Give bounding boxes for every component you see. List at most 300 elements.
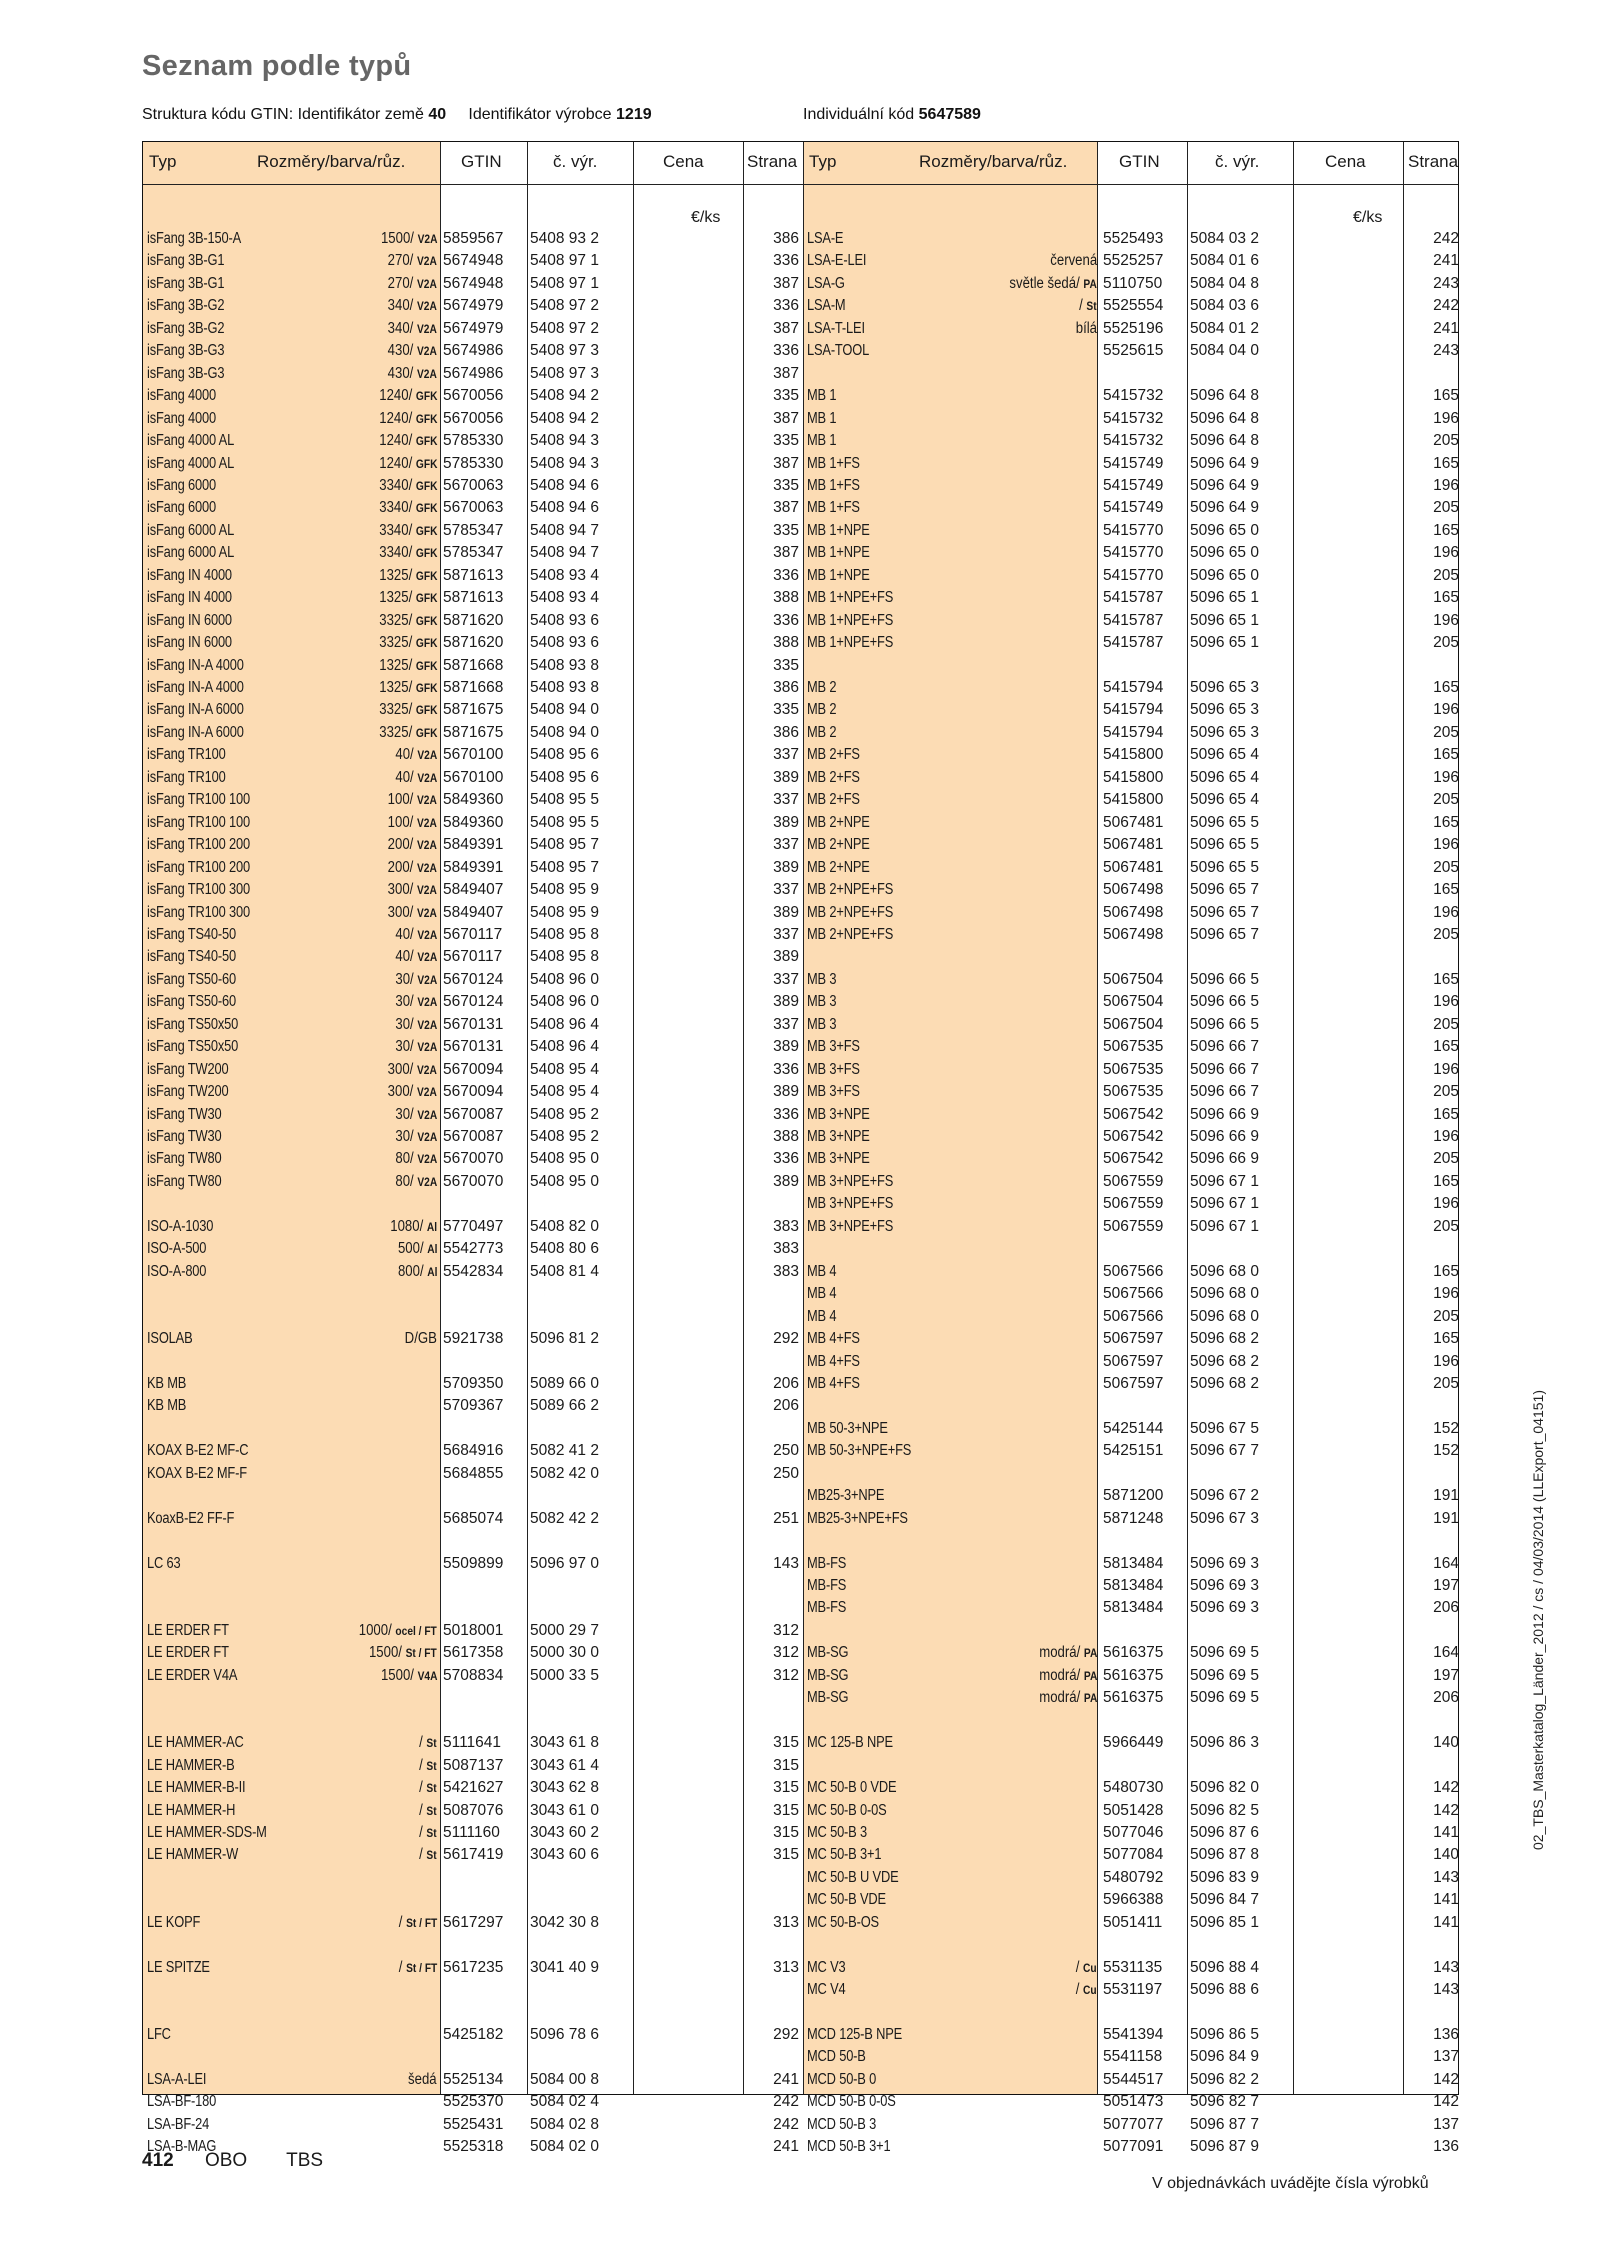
table-row	[803, 385, 1463, 407]
dimension-separator: /	[409, 1083, 418, 1101]
row-page: 335	[773, 432, 799, 450]
row-gtin: 5770497	[443, 1217, 504, 1235]
row-gtin: 5670063	[443, 499, 504, 517]
material-code: GFK	[415, 703, 437, 718]
table-row	[803, 722, 1463, 744]
row-page: 336	[773, 611, 799, 629]
table-row	[143, 2024, 803, 2046]
row-gtin: 5067542	[1103, 1150, 1164, 1168]
row-page: 315	[773, 1734, 799, 1752]
row-gtin: 5670131	[443, 1015, 504, 1033]
table-row	[803, 2114, 1463, 2136]
row-article-number: 5096 67 2	[1190, 1487, 1259, 1505]
row-gtin: 5525370	[443, 2093, 504, 2111]
row-dimension	[359, 1620, 437, 1642]
row-article-number: 5000 29 7	[530, 1621, 599, 1639]
dimension-separator: /	[409, 791, 418, 809]
page-title: Seznam podle typů	[142, 50, 412, 82]
table-row	[803, 1597, 1463, 1619]
row-article-number: 5096 66 5	[1190, 970, 1259, 988]
row-page: 389	[773, 1083, 799, 1101]
row-page: 137	[1433, 2048, 1459, 2066]
dimension-value: 3340	[378, 544, 409, 562]
material-code: V2A	[417, 232, 437, 246]
row-gtin: 5541158	[1103, 2048, 1163, 2066]
row-gtin: 5480730	[1103, 1779, 1164, 1797]
table-row	[143, 318, 803, 340]
table-row	[143, 924, 803, 946]
row-gtin: 5067542	[1103, 1128, 1164, 1145]
row-article-number: 3043 61 4	[530, 1756, 599, 1774]
row-dimension	[395, 744, 437, 766]
row-article-number: 3043 60 6	[530, 1846, 599, 1864]
row-article-number: 5096 68 0	[1190, 1307, 1259, 1325]
row-dimension	[388, 340, 437, 362]
row-type: isFang 6000	[147, 499, 216, 517]
row-page: 196	[1433, 701, 1459, 719]
table-row	[803, 991, 1463, 1013]
dimension-separator: /	[419, 1846, 427, 1864]
row-type: MB 1+NPE	[807, 544, 870, 562]
row-type: isFang TR100	[147, 768, 226, 786]
dimension-separator: /	[408, 521, 416, 539]
row-article-number: 5408 95 2	[530, 1105, 599, 1123]
row-article-number: 5082 42 0	[530, 1464, 599, 1482]
row-page: 312	[773, 1644, 799, 1662]
material-code: V2A	[417, 883, 437, 898]
row-gtin: 5111160	[443, 1823, 500, 1841]
table-row	[803, 1126, 1463, 1148]
row-article-number: 5096 66 7	[1190, 1060, 1259, 1078]
table-row	[803, 1036, 1463, 1058]
row-dimension	[419, 1844, 437, 1866]
dimension-value: 270	[387, 252, 410, 270]
row-type: LE HAMMER-H	[147, 1801, 236, 1819]
row-page: 164	[1433, 1644, 1459, 1662]
row-gtin: 5525431	[443, 2115, 504, 2133]
row-dimension	[388, 812, 437, 834]
material-code: PA	[1083, 1691, 1097, 1706]
table-row	[143, 542, 803, 564]
row-type: MC 50-B 0 VDE	[807, 1779, 897, 1797]
row-article-number: 5408 97 1	[530, 252, 599, 270]
table-row	[143, 1081, 803, 1103]
table-row	[803, 318, 1463, 340]
row-gtin: 5871675	[443, 701, 504, 719]
material-code: St	[426, 1848, 437, 1863]
row-type: MB 3+NPE+FS	[807, 1195, 894, 1213]
dimension-separator: /	[409, 948, 418, 966]
table-row	[803, 1777, 1463, 1799]
table-row	[143, 1912, 803, 1934]
row-gtin: 5415800	[1103, 791, 1164, 809]
dimension-separator: /	[419, 1756, 427, 1774]
row-type: MC 50-B 0-0S	[807, 1801, 887, 1819]
dimension-value: 340	[387, 319, 410, 337]
row-page: 388	[773, 589, 799, 607]
row-type: LE HAMMER-B-II	[147, 1779, 246, 1797]
table-row	[143, 497, 803, 519]
row-page: 336	[773, 297, 799, 315]
table-row	[803, 1665, 1463, 1687]
row-type: KoaxB-E2 FF-F	[147, 1509, 235, 1527]
row-dimension	[379, 677, 437, 699]
row-gtin: 5674948	[443, 274, 504, 292]
dimension-value: 30	[395, 970, 410, 988]
row-page: 312	[773, 1621, 799, 1639]
dimension-value: šedá	[408, 2070, 437, 2088]
row-type: isFang 3B-G2	[147, 319, 225, 337]
row-page: 336	[773, 1150, 799, 1168]
dimension-separator: /	[1076, 1666, 1084, 1684]
row-article-number: 5096 82 2	[1190, 2070, 1259, 2088]
section: TBS	[286, 2150, 324, 2171]
dimension-separator: /	[419, 1779, 427, 1797]
row-gtin: 5674948	[443, 252, 504, 270]
row-type: MB 2	[807, 723, 837, 741]
material-code: GFK	[415, 478, 437, 493]
dimension-value: 300	[387, 1060, 410, 1078]
table-row	[803, 924, 1463, 946]
table-row	[143, 340, 803, 362]
row-article-number: 5408 95 6	[530, 746, 599, 764]
row-dimension	[395, 1126, 437, 1148]
material-code: V2A	[417, 344, 437, 359]
row-page: 335	[773, 476, 799, 494]
dimension-separator: /	[419, 1217, 427, 1235]
row-dimension	[388, 902, 437, 924]
dimension-separator: /	[409, 342, 418, 360]
row-page: 387	[773, 319, 799, 337]
row-article-number: 5096 65 1	[1190, 589, 1259, 607]
row-article-number: 5096 66 7	[1190, 1083, 1259, 1101]
row-article-number: 5096 64 9	[1190, 499, 1259, 517]
table-row	[143, 1822, 803, 1844]
row-gtin: 5051473	[1103, 2093, 1164, 2111]
table-row	[803, 1261, 1463, 1283]
row-gtin: 5849360	[443, 791, 504, 809]
row-page: 142	[1433, 2093, 1459, 2111]
row-gtin: 5111641	[443, 1734, 502, 1752]
row-dimension	[1076, 1957, 1097, 1979]
dimension-value: červená	[1050, 252, 1097, 270]
dimension-value: 200	[387, 858, 410, 876]
row-page: 292	[773, 1330, 799, 1348]
row-page: 165	[1433, 813, 1459, 831]
dimension-separator: /	[409, 1038, 418, 1056]
row-gtin: 5670087	[443, 1128, 504, 1145]
row-article-number: 5096 68 2	[1190, 1352, 1259, 1370]
row-page: 191	[1433, 1509, 1459, 1527]
table-row	[143, 1665, 803, 1687]
row-gtin: 5966449	[1103, 1734, 1164, 1752]
row-gtin: 5077077	[1103, 2115, 1164, 2133]
row-article-number: 5096 86 3	[1190, 1734, 1259, 1752]
material-code: V2A	[417, 905, 437, 920]
row-type: MB-FS	[807, 1554, 847, 1572]
dimension-separator: /	[408, 476, 416, 494]
row-dimension	[388, 273, 437, 295]
row-dimension	[388, 363, 437, 385]
dimension-separator: /	[409, 746, 418, 764]
row-dimension	[379, 565, 437, 587]
row-type: LSA-E-LEI	[807, 252, 867, 270]
row-page: 241	[1433, 252, 1459, 270]
dimension-separator: /	[408, 499, 416, 517]
dimension-value: 80	[395, 1150, 410, 1168]
row-gtin: 5415794	[1103, 701, 1164, 719]
table-row	[143, 767, 803, 789]
row-article-number: 5096 69 5	[1190, 1644, 1259, 1662]
material-code: GFK	[415, 456, 437, 471]
row-gtin: 5684855	[443, 1464, 504, 1482]
table-row	[143, 1261, 803, 1283]
row-article-number: 5096 64 8	[1190, 387, 1259, 405]
row-dimension	[395, 924, 437, 946]
row-article-number: 5096 84 9	[1190, 2048, 1259, 2066]
row-article-number: 5408 94 7	[530, 544, 599, 562]
table-row	[803, 1373, 1463, 1395]
row-type: MB 2+FS	[807, 791, 860, 809]
row-gtin: 5674979	[443, 297, 504, 315]
row-article-number: 5000 30 0	[530, 1644, 599, 1662]
row-page: 205	[1433, 1150, 1459, 1168]
table-row	[143, 1014, 803, 1036]
row-type: LE KOPF	[147, 1913, 201, 1931]
row-type: LSA-B-MAG	[147, 2138, 217, 2156]
row-page: 165	[1433, 1038, 1459, 1056]
row-dimension	[397, 1261, 437, 1283]
row-article-number: 3043 61 8	[530, 1734, 599, 1752]
row-page: 196	[1433, 836, 1459, 854]
table-row	[143, 699, 803, 721]
row-type: MB 3	[807, 970, 837, 988]
row-dimension	[379, 542, 437, 564]
table-row	[143, 655, 803, 677]
row-article-number: 5408 96 0	[530, 970, 599, 988]
table-row	[803, 520, 1463, 542]
row-page: 389	[773, 903, 799, 921]
row-article-number: 5096 69 5	[1190, 1666, 1259, 1684]
row-gtin: 5415732	[1103, 409, 1164, 427]
row-article-number: 5096 84 7	[1190, 1891, 1259, 1909]
dimension-separator: /	[419, 1240, 427, 1258]
dimension-value: D/GB	[404, 1330, 437, 1348]
row-gtin: 5067542	[1103, 1105, 1164, 1123]
row-page: 315	[773, 1846, 799, 1864]
row-dimension	[379, 520, 437, 542]
row-gtin: 5415800	[1103, 746, 1164, 764]
row-page: 205	[1433, 925, 1459, 943]
table-row	[803, 1485, 1463, 1507]
row-type: MC V3	[807, 1958, 846, 1976]
row-article-number: 5408 97 1	[530, 274, 599, 292]
row-page: 196	[1433, 544, 1459, 562]
row-gtin: 5525493	[1103, 230, 1164, 247]
table-row	[803, 228, 1463, 250]
row-type: MB 3+FS	[807, 1060, 860, 1078]
material-code: GFK	[415, 389, 437, 404]
dimension-separator: /	[1076, 1981, 1084, 1999]
row-type: LE ERDER FT	[147, 1621, 229, 1639]
row-article-number: 3043 62 8	[530, 1779, 599, 1797]
row-page: 205	[1433, 791, 1459, 809]
row-gtin: 5785347	[443, 521, 504, 539]
table-row	[803, 1081, 1463, 1103]
row-type: isFang TW30	[147, 1105, 222, 1123]
row-article-number: 5096 65 3	[1190, 679, 1259, 696]
row-gtin: 5709350	[443, 1374, 504, 1392]
row-article-number: 5096 65 7	[1190, 881, 1259, 899]
row-page: 336	[773, 252, 799, 270]
row-page: 143	[773, 1554, 799, 1572]
row-gtin: 5541394	[1103, 2026, 1164, 2043]
table-row	[803, 2069, 1463, 2091]
row-gtin: 5067535	[1103, 1038, 1164, 1056]
row-gtin: 5670131	[443, 1038, 504, 1056]
row-type: isFang IN 6000	[147, 634, 232, 652]
row-gtin: 5670056	[443, 387, 504, 405]
row-article-number: 5408 95 2	[530, 1128, 599, 1145]
row-dimension	[390, 1216, 437, 1238]
row-gtin: 5674986	[443, 364, 504, 382]
row-article-number: 5408 94 2	[530, 387, 599, 405]
row-article-number: 5408 93 8	[530, 679, 599, 696]
row-page: 165	[1433, 1105, 1459, 1123]
material-code: V2A	[417, 366, 437, 381]
row-page: 141	[1433, 1823, 1459, 1841]
row-gtin: 5067566	[1103, 1285, 1164, 1303]
material-code: V2A	[417, 927, 437, 942]
row-gtin: 5077091	[1103, 2138, 1164, 2156]
row-page: 196	[1433, 1285, 1459, 1303]
side-note: 02_TBS_Masterkatalog_Länder_2012 / cs / 04/03/2014 (LLExport_04151)	[1530, 1390, 1546, 1850]
row-page: 315	[773, 1756, 799, 1774]
row-page: 152	[1433, 1442, 1459, 1460]
row-type: MB 50-3+NPE+FS	[807, 1442, 912, 1460]
row-type: isFang 6000 AL	[147, 521, 235, 539]
material-code: GFK	[415, 546, 437, 561]
row-gtin: 5871668	[443, 656, 504, 674]
material-code: V2A	[417, 1107, 437, 1122]
table-row	[143, 1642, 803, 1664]
row-article-number: 5096 68 0	[1190, 1285, 1259, 1303]
row-gtin: 5685074	[443, 1509, 504, 1527]
row-gtin: 5415800	[1103, 768, 1164, 786]
dimension-value: 30	[395, 993, 410, 1011]
dimension-separator: /	[409, 903, 418, 921]
row-type: LE ERDER FT	[147, 1644, 229, 1662]
row-type: isFang IN-A 6000	[147, 701, 244, 719]
row-page: 142	[1433, 1779, 1459, 1797]
maker-label: Identifikátor výrobce	[468, 106, 612, 123]
row-dimension	[388, 834, 437, 856]
row-type: isFang IN 4000	[147, 589, 232, 607]
dimension-separator: /	[409, 858, 418, 876]
row-page: 335	[773, 387, 799, 405]
row-type: isFang TW200	[147, 1083, 229, 1101]
table-row	[803, 1553, 1463, 1575]
header-typ: Typ	[809, 152, 837, 171]
table-row	[803, 1844, 1463, 1866]
dimension-value: 1325	[378, 679, 409, 696]
row-page: 383	[773, 1262, 799, 1280]
row-article-number: 5089 66 0	[530, 1374, 599, 1392]
dimension-separator: /	[419, 1801, 427, 1819]
row-gtin: 5849407	[443, 903, 504, 921]
material-code: V2A	[417, 995, 437, 1010]
row-article-number: 5096 85 1	[1190, 1913, 1259, 1931]
row-page: 165	[1433, 881, 1459, 899]
dimension-separator: /	[1076, 1958, 1084, 1976]
row-type: LE HAMMER-SDS-M	[147, 1823, 267, 1841]
row-article-number: 5096 65 7	[1190, 925, 1259, 943]
row-page: 313	[773, 1913, 799, 1931]
row-type: KB MB	[147, 1374, 187, 1392]
dimension-value: 300	[387, 881, 410, 899]
row-gtin: 5813484	[1103, 1599, 1164, 1617]
row-article-number: 5096 66 9	[1190, 1128, 1259, 1145]
dimension-value: 270	[387, 274, 410, 292]
table-row	[803, 1867, 1463, 1889]
dimension-value: 3325	[378, 723, 409, 741]
row-page: 165	[1433, 589, 1459, 607]
material-code: V2A	[417, 1085, 437, 1100]
table-row	[143, 1755, 803, 1777]
row-type: isFang IN 6000	[147, 611, 232, 629]
material-code: V2A	[417, 748, 437, 763]
row-page: 241	[1433, 319, 1459, 337]
row-page: 386	[773, 230, 799, 247]
dimension-value: 1500	[369, 1644, 399, 1662]
row-gtin: 5415770	[1103, 521, 1164, 539]
table-row	[803, 1283, 1463, 1305]
row-dimension	[369, 1642, 437, 1664]
row-dimension	[381, 228, 437, 250]
row-page: 337	[773, 791, 799, 809]
row-type: isFang IN-A 4000	[147, 656, 244, 674]
row-gtin: 5670070	[443, 1150, 504, 1168]
table-row	[803, 1508, 1463, 1530]
table-row	[143, 879, 803, 901]
row-gtin: 5531135	[1103, 1958, 1163, 1976]
row-type: isFang 3B-G1	[147, 274, 225, 292]
table-row	[803, 1979, 1463, 2001]
table-row	[143, 587, 803, 609]
row-type: LSA-TOOL	[807, 342, 870, 360]
row-page: 337	[773, 925, 799, 943]
row-gtin: 5813484	[1103, 1577, 1164, 1594]
material-code: V2A	[417, 838, 437, 853]
material-code: V2A	[417, 1017, 437, 1032]
row-type: MB 2+NPE+FS	[807, 881, 894, 899]
row-article-number: 5082 42 2	[530, 1509, 599, 1527]
table-row	[143, 610, 803, 632]
row-gtin: 5415770	[1103, 544, 1164, 562]
row-page: 243	[1433, 342, 1459, 360]
row-type: MB 1	[807, 432, 837, 450]
row-page: 206	[1433, 1689, 1459, 1707]
row-type: MB 4+FS	[807, 1374, 860, 1392]
table-row	[803, 2136, 1463, 2158]
table-row	[803, 1351, 1463, 1373]
dimension-separator: /	[409, 319, 418, 337]
dimension-value: 430	[387, 364, 410, 382]
row-article-number: 5408 94 6	[530, 499, 599, 517]
row-article-number: 5096 65 5	[1190, 858, 1259, 876]
row-article-number: 5408 95 8	[530, 925, 599, 943]
row-gtin: 5708834	[443, 1666, 504, 1684]
